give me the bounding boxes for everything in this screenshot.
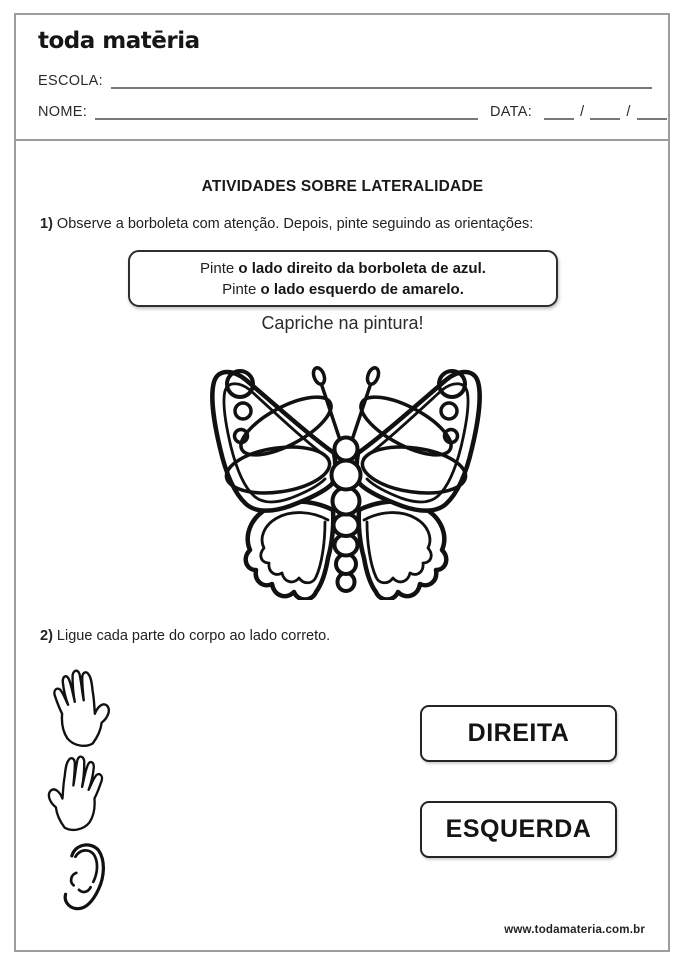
footer-url: www.todamateria.com.br xyxy=(504,924,645,936)
answer-label-esquerda: ESQUERDA xyxy=(445,815,592,843)
question-2-text: Ligue cada parte do corpo ao lado correto. xyxy=(52,628,331,644)
date-separator: / xyxy=(626,104,631,120)
question-1 xyxy=(40,216,652,232)
school-input-line[interactable] xyxy=(111,70,652,89)
name-label: NOME: xyxy=(38,104,88,120)
date-year-line[interactable] xyxy=(637,101,667,120)
answer-box-direita[interactable] xyxy=(420,705,617,762)
date-label: DATA: xyxy=(490,104,533,120)
brand-logo: toda matēria xyxy=(38,28,200,54)
date-day-line[interactable] xyxy=(544,101,574,120)
ear-icon[interactable] xyxy=(52,838,106,914)
school-label: ESCOLA: xyxy=(38,73,103,89)
question-2 xyxy=(40,628,652,644)
question-1-number: 1) xyxy=(40,216,53,232)
answer-box-esquerda[interactable] xyxy=(420,801,617,858)
date-field-row xyxy=(490,101,671,120)
butterfly-illustration[interactable] xyxy=(198,348,494,600)
question-1-text: Observe a borboleta com atenção. Depois, pinte seguindo as orientações: xyxy=(52,216,534,232)
painting-caption: Capriche na pintura! xyxy=(261,313,424,333)
name-field-row xyxy=(38,101,478,120)
name-input-line[interactable] xyxy=(95,101,478,120)
school-field-row xyxy=(38,70,652,89)
instruction-box xyxy=(128,250,558,307)
instruction-line-1: Pinte o lado direito da borboleta de azul. xyxy=(200,259,486,277)
page-title: ATIVIDADES SOBRE LATERALIDADE xyxy=(201,178,484,195)
header-divider xyxy=(14,139,670,141)
butterfly-antennae xyxy=(311,366,380,440)
date-separator: / xyxy=(580,104,585,120)
instruction-line-2: Pinte o lado esquerdo de amarelo. xyxy=(222,280,464,298)
question-2-number: 2) xyxy=(40,628,53,644)
hand-icon[interactable] xyxy=(44,752,110,832)
hand-icon[interactable] xyxy=(46,666,114,748)
answer-label-direita: DIREITA xyxy=(467,719,570,747)
date-month-line[interactable] xyxy=(590,101,620,120)
